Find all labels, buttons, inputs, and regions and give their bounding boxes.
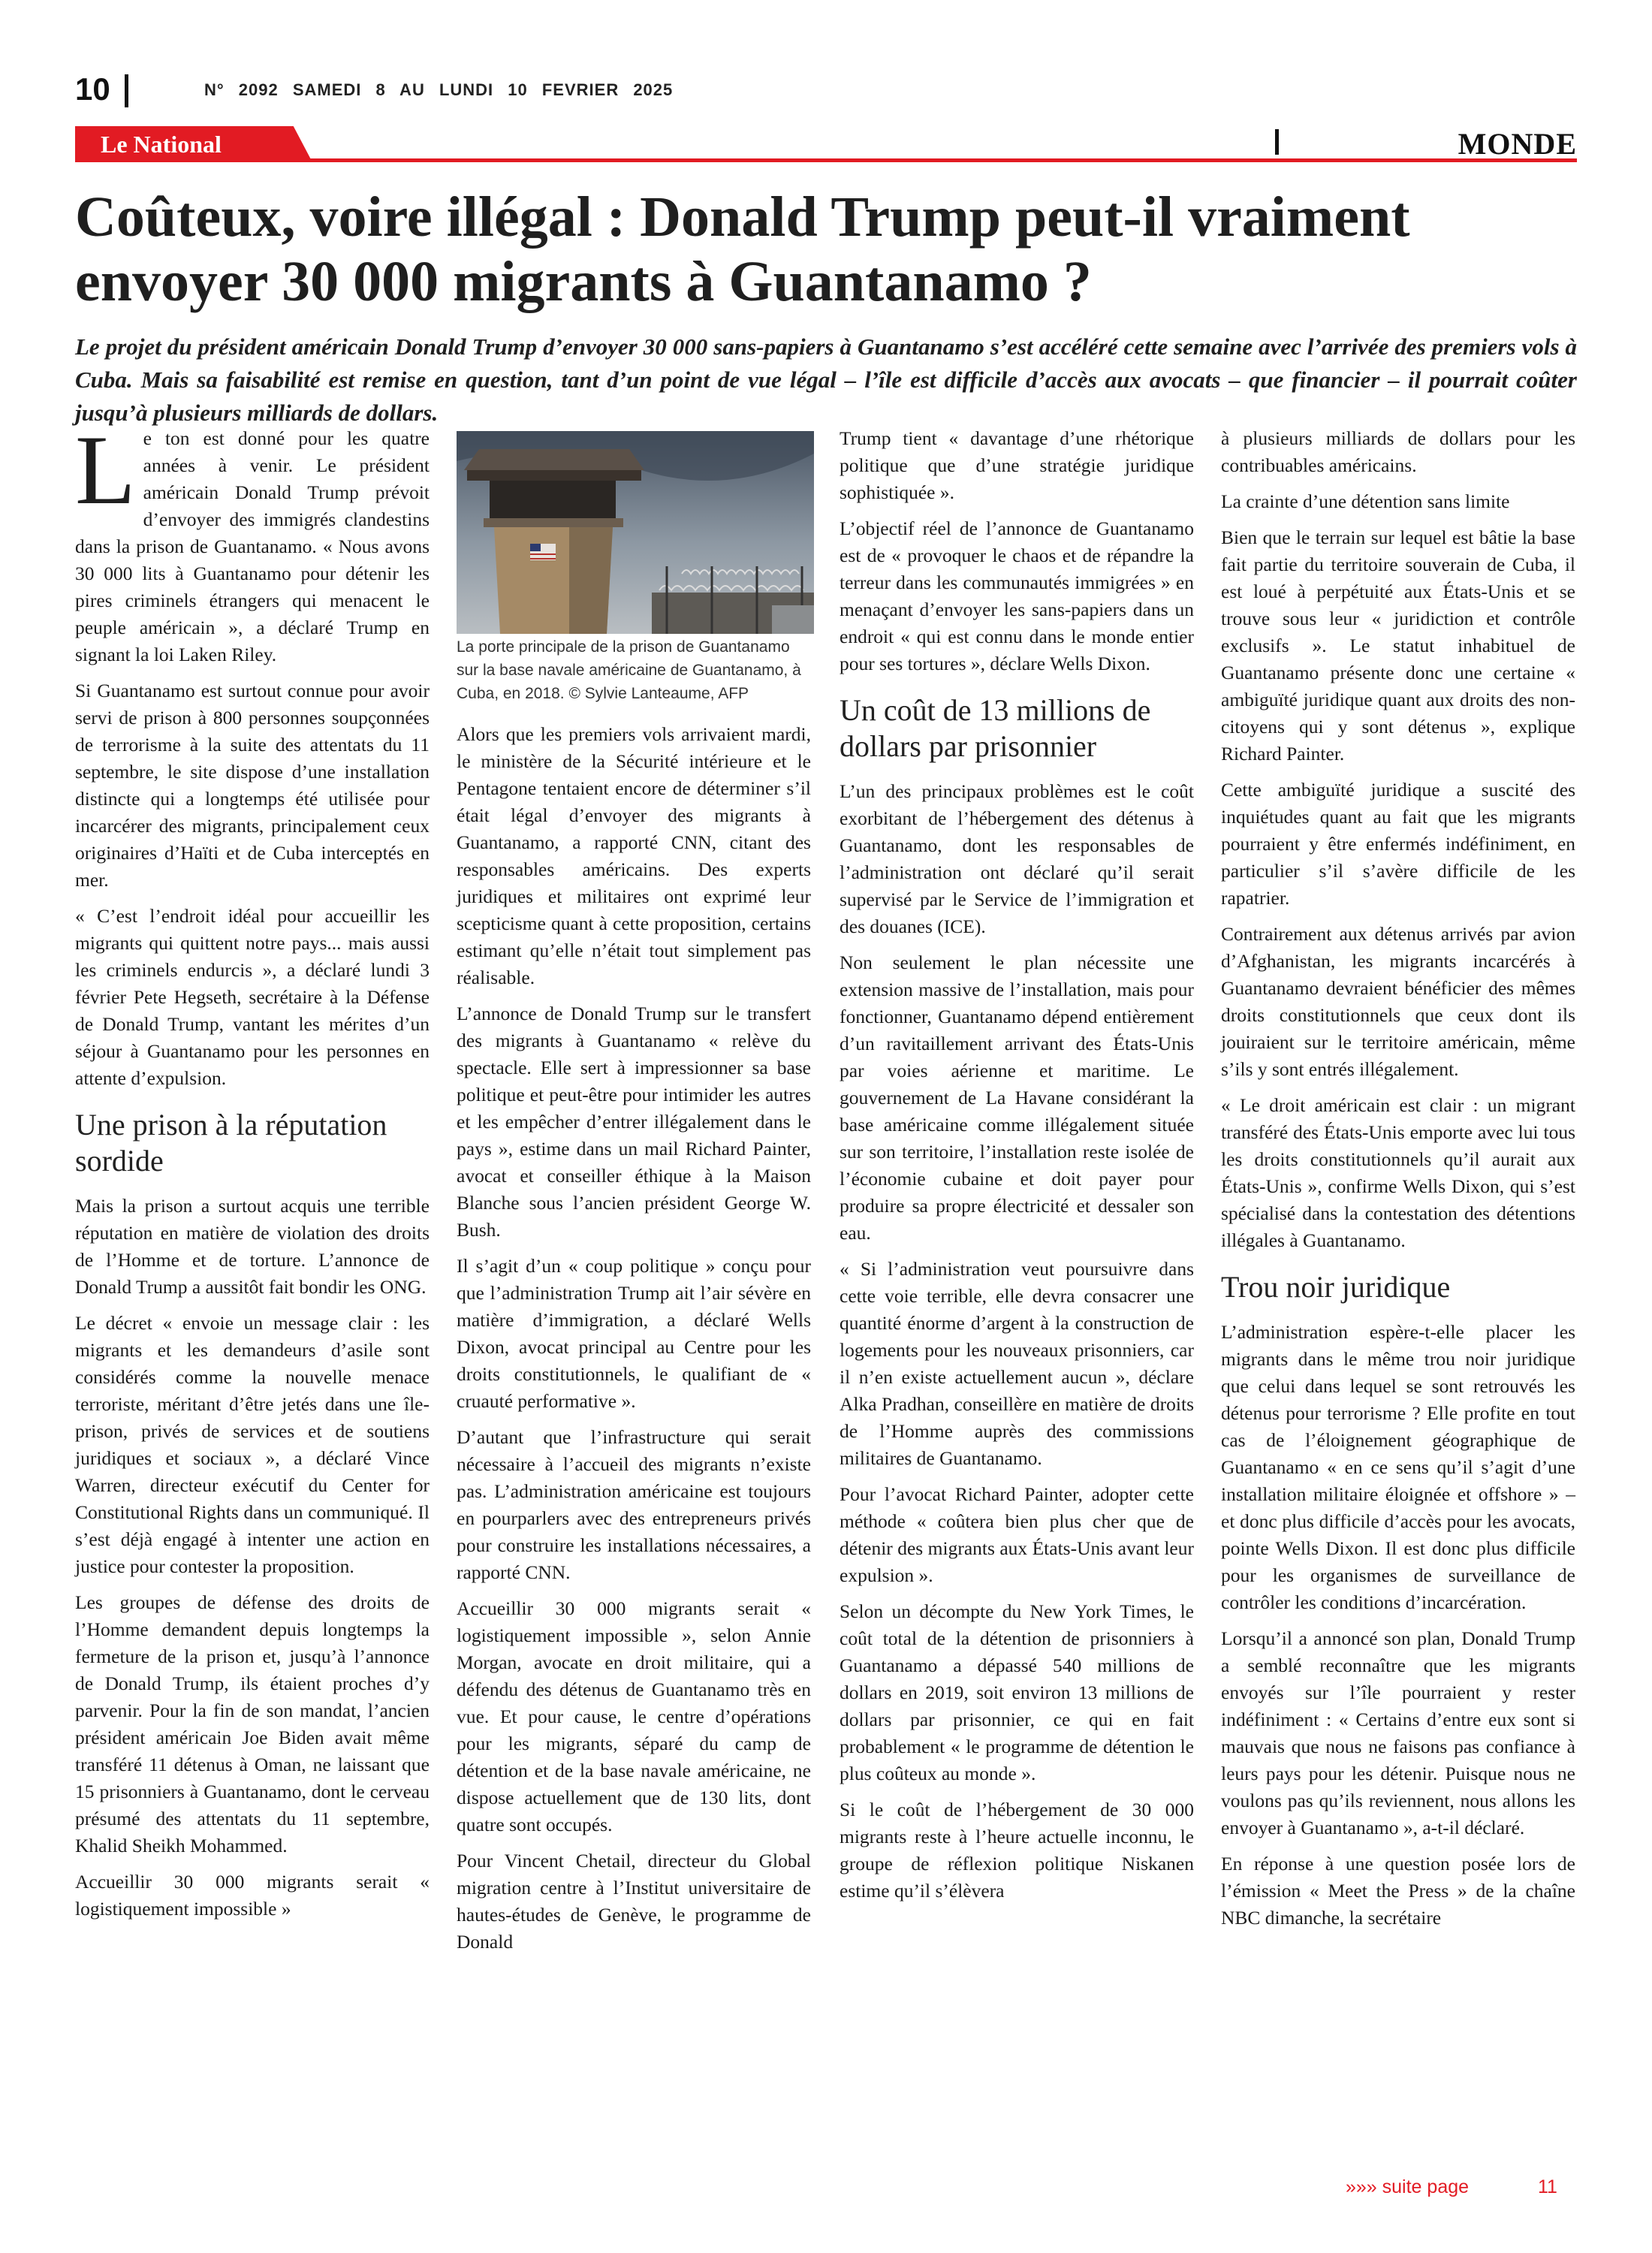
paragraph: à plusieurs milliards de dollars pour les contribuables américains. xyxy=(1221,427,1575,476)
issue-info: N° 2092 SAMEDI 8 AU LUNDI 10 FEVRIER 2025 xyxy=(204,80,674,99)
paragraph: Selon un décompte du New York Times, le coût total de la détention de prisonniers à Guantanamo a dépassé 540 millions de dollars en 2019, soit environ 13 millions de dollars par prisonnier, ce qui en fait probablement « le programme de détention le plus coûteux au monde ». xyxy=(840,1600,1194,1784)
continued-link[interactable]: »»» suite page xyxy=(1346,2176,1470,2197)
paragraph: Non seulement le plan nécessite une extension massive de l’installation, mais pour fonctionner, Guantanamo dépend entièrement d’un ravitaillement arrivant des États-Unis par voies aérienne et maritime. Le gouvernement de La Havane considérant la base américaine comme illégalement située sur son territoire, l’installation reste isolée de l’économie cubaine et doit payer pour produire sa propre électricité et dessaler son eau. xyxy=(840,952,1194,1244)
paragraph: Les groupes de défense des droits de l’Homme demandent depuis longtemps la fermeture de la prison et, jusqu’à l’annonce de Donald Trump, ils étaient proches d’y parvenir. Pour la fin de son mandat, l’ancien président américain Joe Biden avait même transféré 11 détenus à Oman, ne laissant que 15 prisonniers à Guantanamo, dont le cerveau présumé des attentats du 11 septembre, Khalid Sheikh Mohammed. xyxy=(75,1591,430,1856)
paragraph: L’administration espère-t-elle placer les migrants dans le même trou noir juridique que celui dans lequel se sont retrouvés les détenus pour terrorisme ? Elle profite en tout cas de l’éloignement géographique de Guantanamo « en ce sens qu’il s’agit d’une installation militaire éloignée et offshore » – et donc plus difficile d’accès pour les avocats, pointe Wells Dixon. Il est donc plus difficile pour les organismes de surveillance de contrôler les conditions d’incarcération. xyxy=(1221,1321,1575,1613)
page-number-divider xyxy=(125,74,128,107)
section-banner xyxy=(75,126,1577,162)
section-divider xyxy=(1275,129,1279,155)
paragraph: Le décret « envoie un message clair : les migrants et les demandeurs d’asile sont considérés comme la nouvelle menace terroriste, méritant d’être jetés dans une île-prison, privés de services et de soutiens juridiques et sociaux », a déclaré Vince Warren, directeur exécutif du Center for Constitutional Rights dans un communiqué. Il s’est déjà engagé à intenter une action en justice pour contester la proposition. xyxy=(75,1312,430,1577)
paragraph: Pour l’avocat Richard Painter, adopter cette méthode « coûtera bien plus cher que de détenir des migrants aux États-Unis avant leur expulsion ». xyxy=(840,1483,1194,1586)
paragraph: Alors que les premiers vols arrivaient mardi, le ministère de la Sécurité intérieure et le Pentagone tentaient encore de déterminer s’il était légal d’envoyer des migrants à Guantanamo, a rapporté CNN, citant des responsables américains. Des experts juridiques et militaires ont exprimé leur scepticisme quant à cette proposition, certains estimant qu’elle n’était tout simplement pas réalisable. xyxy=(457,723,811,988)
publication-name: Le National xyxy=(101,131,222,158)
paragraph: Bien que le terrain sur lequel est bâtie la base fait partie du territoire souverain de Cuba, il est loué à perpétuité aux États-Unis et se trouve sous leur « juridiction et contrôle exclusifs ». Le statut inhabituel de Guantanamo présente donc une certaine « ambiguïté juridique quant aux droits des non-citoyens qui y sont détenus », explique Richard Painter. xyxy=(1221,526,1575,765)
photo-caption: La porte principale de la prison de Guantanamo sur la base navale américaine de Guantanamo, à Cuba, en 2018. © Sylvie Lanteaume, AFP xyxy=(457,638,801,702)
subheading: Une prison à la réputation sordide xyxy=(75,1108,387,1178)
paragraph: Contrairement aux détenus arrivés par avion d’Afghanistan, les migrants incarcérés à Guantanamo devraient bénéficier des mêmes droits constitutionnels que ceux dont ils jouiraient sur le territoire américain, même s’ils y sont entrés illégalement. xyxy=(1221,923,1575,1080)
paragraph: Pour Vincent Chetail, directeur du Global migration centre à l’Institut universitaire de hautes-études de Genève, le programme de Donald xyxy=(457,1850,811,1953)
paragraph: Trump tient « davantage d’une rhétorique politique que d’une stratégie juridique sophistiquée ». xyxy=(840,427,1194,503)
page-header xyxy=(75,71,1577,116)
paragraph: L’objectif réel de l’annonce de Guantanamo est de « provoquer le chaos et de répandre la terreur dans les communautés immigrées » en menaçant d’envoyer les sans-papiers dans un endroit « qui est connu dans le monde entier pour ses tortures », déclare Wells Dixon. xyxy=(840,517,1194,674)
paragraph-text: e ton est donné pour les quatre années à venir. Le président américain Donald Trump prévoit d’envoyer des immigrés clandestins dans la prison de Guantanamo. « Nous avons 30 000 lits à Guantanamo pour détenir les pires criminels étrangers qui menacent le peuple américain », a déclaré Trump en signant la loi Laken Riley. xyxy=(75,427,430,665)
prison-watchtower-image xyxy=(457,431,814,634)
paragraph: Si Guantanamo est surtout connue pour avoir servi de prison à 800 personnes soupçonnées de terrorisme à la suite des attentats du 11 septembre, le site dispose d’une installation distincte qui a longtemps été utilisée pour incarcérer des migrants, principalement ceux originaires d’Haïti et de Cuba interceptés en mer. xyxy=(75,680,430,891)
paragraph: Cette ambiguïté juridique a suscité des inquiétudes quant au fait que les migrants pourraient y être enfermés indéfiniment, en particulier s’il s’avère difficile de les rapatrier. xyxy=(1221,779,1575,909)
paragraph: Accueillir 30 000 migrants serait « logistiquement impossible », selon Annie Morgan, avocate en droit militaire, qui a défendu des détenus de Guantanamo très en vue. Et pour cause, le centre d’opérations pour les migrants, séparé du camp de détention et de la base navale américaine, ne dispose actuellement que de 130 lits, dont quatre sont occupés. xyxy=(457,1597,811,1835)
column-4 xyxy=(1221,425,1575,1941)
paragraph: Accueillir 30 000 migrants serait « logistiquement impossible » xyxy=(75,1871,430,1920)
paragraph: D’autant que l’infrastructure qui serait nécessaire à l’accueil des migrants n’existe pas. L’administration américaine est toujours en pourparlers avec des entrepreneurs privés pour construire les installations nécessaires, a rapporté CNN. xyxy=(457,1426,811,1583)
column-2 xyxy=(457,721,811,1965)
paragraph: « Si l’administration veut poursuivre dans cette voie terrible, elle devra consacrer une quantité énorme d’argent à la construction de logements pour les nouveaux prisonniers, car il n’en existe actuellement aucun », déclare Alka Pradhan, conseillère en matière de droits de l’Homme auprès des commissions militaires de Guantanamo. xyxy=(840,1258,1194,1469)
paragraph: L’un des principaux problèmes est le coût exorbitant de l’hébergement des détenus à Guantanamo, dont les responsables de l’administration ont déclaré qu’il serait supervisé par le Service de l’immigration et des douanes (ICE). xyxy=(840,780,1194,937)
drop-cap: L xyxy=(75,415,136,525)
section-name: MONDE xyxy=(1458,127,1577,161)
page-number: 10 xyxy=(75,71,110,107)
continued-page-number: 11 xyxy=(1538,2176,1557,2197)
column-3 xyxy=(840,425,1194,1914)
column-1 xyxy=(75,415,430,1932)
article-title: Coûteux, voire illégal : Donald Trump peut-il vraiment envoyer 30 000 migrants à Guantanamo ? xyxy=(75,185,1410,313)
subheading: Un coût de 13 millions de dollars par prisonnier xyxy=(840,693,1151,763)
paragraph: En réponse à une question posée lors de l’émission « Meet the Press » de la chaîne NBC dimanche, la secrétaire xyxy=(1221,1853,1575,1929)
subheading: Trou noir juridique xyxy=(1221,1270,1451,1304)
paragraph: Mais la prison a surtout acquis une terrible réputation en matière de violation des droits de l’Homme et de torture. L’annonce de Donald Trump a aussitôt fait bondir les ONG. xyxy=(75,1195,430,1298)
paragraph: L’annonce de Donald Trump sur le transfert des migrants à Guantanamo « relève du spectacle. Elle sert à impressionner sa base politique et peut-être pour intimider les autres et les empêcher d’entrer illégalement dans le pays », estime dans un mail Richard Painter, avocat et conseiller éthique à la Maison Blanche sous l’ancien président George W. Bush. xyxy=(457,1003,811,1241)
paragraph: Si le coût de l’hébergement de 30 000 migrants reste à l’heure actuelle inconnu, le groupe de réflexion politique Niskanen estime qu’il s’élèvera xyxy=(840,1799,1194,1902)
minor-subheading: La crainte d’une détention sans limite xyxy=(1221,490,1510,512)
paragraph: Lorsqu’il a annoncé son plan, Donald Trump a semblé reconnaître que les migrants envoyés sur l’île pourraient y rester indéfiniment : « Certains d’entre eux sont si mauvais que nous ne faisons pas confiance à leurs pays pour les détenir. Puisque nous ne voulons pas qu’ils reviennent, nous allons les envoyer à Guantanamo », a-t-il déclaré. xyxy=(1221,1627,1575,1838)
paragraph: Il s’agit d’un « coup politique » conçu pour que l’administration Trump ait l’air sévère en matière d’immigration, a déclaré Wells Dixon, avocat principal au Centre pour les droits constitutionnels, le qualifiant de « cruauté performative ». xyxy=(457,1255,811,1412)
article-lead: Le projet du président américain Donald Trump d’envoyer 30 000 sans-papiers à Guantanamo s’est accéléré cette semaine avec l’arrivée des premiers vols à Cuba. Mais sa faisabilité est remise en question, tant d’un point de vue légal – l’île est difficile d’accès aux avocats – que financier – il pourrait coûter jusqu’à plusieurs milliards de dollars. xyxy=(75,333,1577,426)
banner-rule xyxy=(75,158,1577,162)
paragraph xyxy=(75,415,430,668)
article-photo xyxy=(457,431,814,634)
paragraph: « C’est l’endroit idéal pour accueillir les migrants qui quittent notre pays... mais aussi les criminels endurcis », a déclaré lundi 3 février Pete Hegseth, secrétaire à la Défense de Donald Trump, vantant les mérites d’un séjour à Guantanamo pour les personnes en attente d’expulsion. xyxy=(75,905,430,1089)
paragraph: « Le droit américain est clair : un migrant transféré des États-Unis emporte avec lui tous les droits constitutionnels qu’il aurait aux États-Unis », confirme Wells Dixon, qui s’est spécialisé dans la contestation des détentions illégales à Guantanamo. xyxy=(1221,1094,1575,1251)
